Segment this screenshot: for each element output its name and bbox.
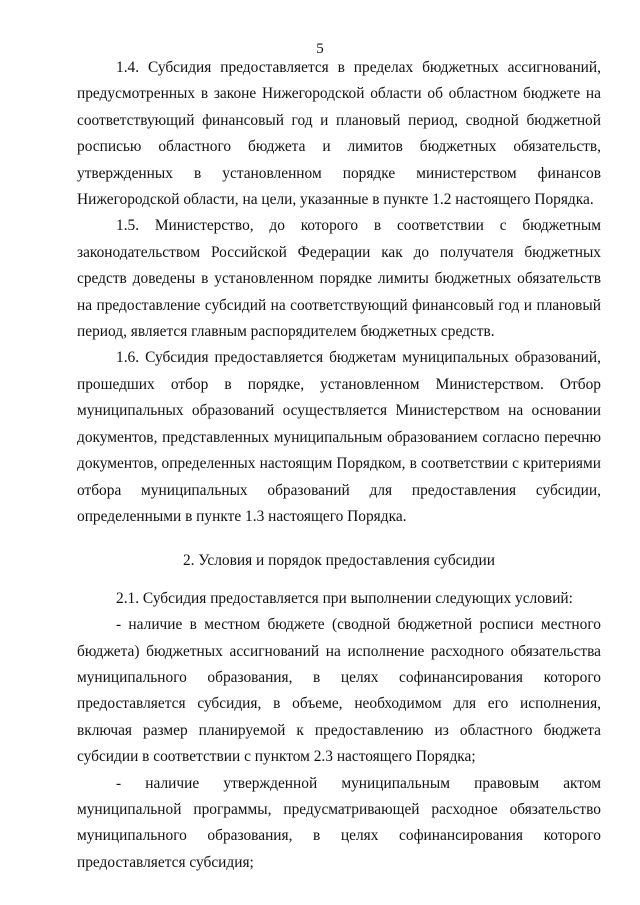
paragraph-1-6: 1.6. Субсидия предоставляется бюджетам муниципальных образований, прошедших отбор в порядке, установленном Министерством. Отбор муниципальных образований осуществляется Министерством на основании документов, представленных муниципальным образованием согласно перечню документов, определенных настоящим Порядком, в соответствии с критериями отбора муниципальных образований для предоставления субсидии, определенными в пункте 1.3 настоящего Порядка. [77,349,601,525]
page-number: 5 [316,41,324,57]
paragraph-2-1: 2.1. Субсидия предоставляется при выполнении следующих условий: [116,589,573,607]
paragraph-1-5: 1.5. Министерство, до которого в соответствии с бюджетным законодательством Российской Федерации как до получателя бюджетных средств доведены в установленном порядке лимиты бюджетных обязательств на предоставление субсидий на соответствующий финансовый год и плановый период, является главным распорядителем бюджетных средств. [77,217,601,341]
condition-municipal-program: - наличие утвержденной муниципальным правовым актом муниципальной программы, предусматривающей расходное обязательство муниципального образования, в целях софинансирования которого предоставляется субсидия; [77,774,601,871]
condition-budget-allocations: - наличие в местном бюджете (сводной бюджетной росписи местного бюджета) бюджетных ассигнований на исполнение расходного обязательства муниципального образования, в целях софинансирования которого предоставляется субсидия, в объеме, необходимом для его исполнения, включая размер планируемой к предоставлению из областного бюджета субсидии в соответствии с пунктом 2.3 настоящего Порядка; [77,616,601,766]
section-heading: 2. Условия и порядок предоставления субсидии [182,552,496,570]
document-body [77,55,601,876]
paragraph-1-4: 1.4. Субсидия предоставляется в пределах бюджетных ассигнований, предусмотренных в законе Нижегородской области об областном бюджете на соответствующий финансовый год и плановый период, сводной бюджетной росписью областного бюджета и лимитов бюджетных обязательств, утвержденных в установленном порядке министерством финансов Нижегородской области, на цели, указанные в пункте 1.2 настоящего Порядка. [77,59,601,209]
